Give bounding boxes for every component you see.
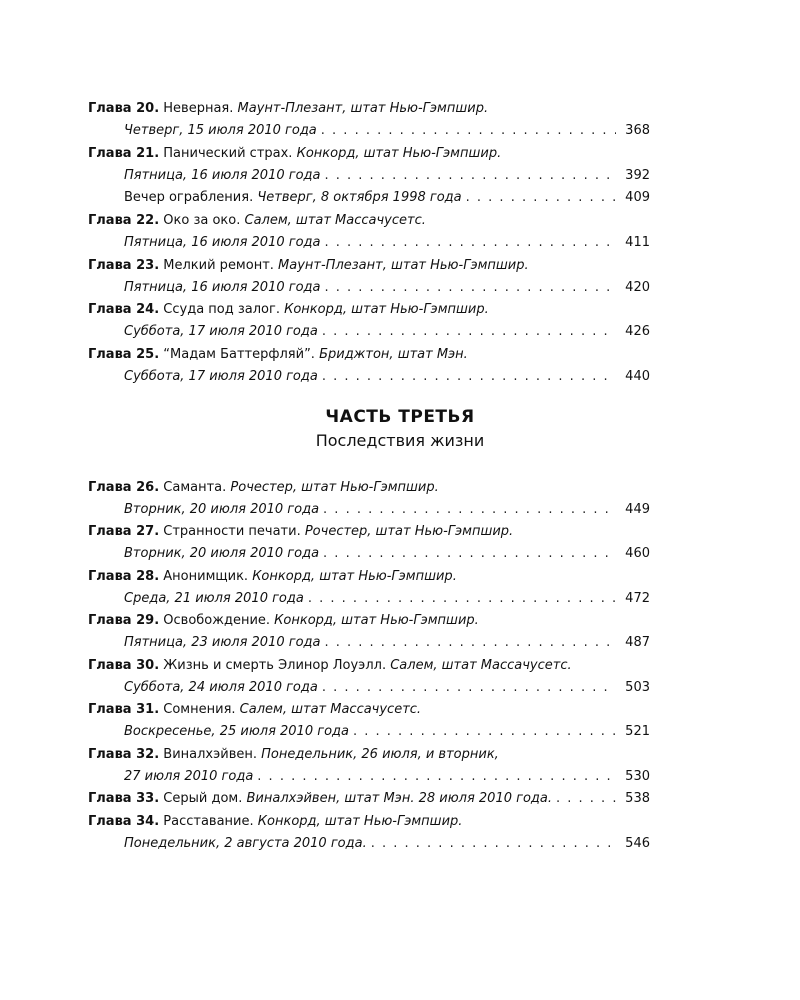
- chapter-number: Глава 31.: [88, 702, 160, 717]
- chapter-date: Пятница, 16 июля 2010 года: [124, 280, 321, 295]
- chapter-number: Глава 30.: [88, 658, 160, 673]
- chapter-place: Рочестер, штат Нью-Гэмпшир.: [230, 480, 439, 495]
- chapter-number: Глава 34.: [88, 814, 160, 829]
- toc-entry-21-heading: [88, 143, 650, 165]
- toc-entry-26-date-line: [124, 499, 650, 521]
- chapter-number: Глава 29.: [88, 613, 160, 628]
- toc-entry-34-date-line: [124, 833, 650, 855]
- chapter-place: Бриджтон, штат Мэн.: [319, 347, 468, 362]
- chapter-title: Панический страх.: [163, 146, 293, 161]
- chapter-place: Салем, штат Массачусетс.: [244, 213, 426, 228]
- chapter-title: Расставание.: [163, 814, 254, 829]
- chapter-title: Анонимщик.: [163, 569, 249, 584]
- dot-leader: [323, 543, 616, 565]
- chapter-number: Глава 32.: [88, 747, 160, 762]
- toc-entry-20-date-line: [124, 120, 650, 142]
- page-number: 487: [625, 635, 650, 650]
- chapter-title: Странности печати.: [163, 524, 301, 539]
- dot-leader: [324, 277, 616, 299]
- toc-entry-30-heading: [88, 655, 650, 677]
- toc-entry-27-heading: [88, 521, 650, 543]
- page-number: 411: [625, 235, 650, 250]
- chapter-place: Конкорд, штат Нью-Гэмпшир.: [284, 302, 489, 317]
- chapter-place: Конкорд, штат Нью-Гэмпшир.: [257, 814, 463, 829]
- dot-leader: [371, 833, 616, 855]
- toc-entry-34-heading: [88, 811, 650, 833]
- toc-entry-31-heading: [88, 699, 650, 721]
- chapter-number: Глава 24.: [88, 302, 160, 317]
- toc-entry-33-line: [88, 788, 650, 810]
- chapter-date: Среда, 21 июля 2010 года: [124, 591, 304, 606]
- toc-entry-32-heading: [88, 744, 650, 766]
- page-number: 546: [625, 836, 650, 851]
- toc-entry-21-date-line: [124, 165, 650, 187]
- toc-entry-24-date-line: [124, 321, 650, 343]
- chapter-place: Понедельник, 26 июля, и вторник,: [261, 747, 499, 762]
- chapter-number: Глава 27.: [88, 524, 160, 539]
- chapter-title: Неверная.: [163, 101, 234, 116]
- page-number: 521: [625, 724, 650, 739]
- chapter-date: Понедельник, 2 августа 2010 года.: [124, 836, 367, 851]
- chapter-date: Воскресенье, 25 июля 2010 года: [124, 724, 349, 739]
- toc-entry-26-heading: [88, 477, 650, 499]
- toc-entry-24-heading: [88, 299, 650, 321]
- chapter-date: Пятница, 16 июля 2010 года: [124, 168, 321, 183]
- chapter-place: Конкорд, штат Нью-Гэмпшир.: [274, 613, 479, 628]
- page-number: 420: [625, 280, 650, 295]
- chapter-title: Серый дом.: [163, 791, 243, 806]
- toc-entry-20-heading: [88, 98, 650, 120]
- dot-leader: [466, 187, 616, 209]
- sub-title: Вечер ограбления.: [124, 190, 254, 205]
- page-number: 472: [625, 591, 650, 606]
- dot-leader: [322, 677, 616, 699]
- chapter-place: Рочестер, штат Нью-Гэмпшир.: [304, 524, 514, 539]
- chapter-title: “Мадам Баттерфляй”.: [163, 347, 315, 362]
- chapter-place: Виналхэйвен, штат Мэн. 28 июля 2010 года.: [246, 791, 552, 806]
- part-subtitle: Последствия жизни: [315, 431, 485, 450]
- chapter-number: Глава 26.: [88, 480, 160, 495]
- toc-entry-29-heading: [88, 610, 650, 632]
- chapter-title: Виналхэйвен.: [163, 747, 257, 762]
- dot-leader: [322, 366, 616, 388]
- chapter-number: Глава 33.: [88, 791, 160, 806]
- toc-entry-28-date-line: [124, 588, 650, 610]
- chapter-number: Глава 25.: [88, 347, 160, 362]
- toc-entry-25-date-line: [124, 366, 650, 388]
- toc-entry-27-date-line: [124, 543, 650, 565]
- page-number: 409: [625, 190, 650, 205]
- page-number: 449: [625, 502, 650, 517]
- chapter-place: Маунт-Плезант, штат Нью-Гэмпшир.: [278, 258, 529, 273]
- chapter-number: Глава 21.: [88, 146, 160, 161]
- chapter-date: Вторник, 20 июля 2010 года: [124, 502, 320, 517]
- chapter-place: Конкорд, штат Нью-Гэмпшир.: [296, 146, 502, 161]
- chapter-title: Жизнь и смерть Элинор Лоуэлл.: [163, 658, 387, 673]
- toc-entry-21-sub-line: [124, 187, 650, 209]
- toc-entry-23-heading: [88, 255, 650, 277]
- page-number: 440: [625, 369, 650, 384]
- page-number: 530: [625, 769, 650, 784]
- toc-entry-22-date-line: [124, 232, 650, 254]
- chapter-title: Сомнения.: [163, 702, 236, 717]
- sub-date: Четверг, 8 октября 1998 года: [257, 190, 462, 205]
- chapter-place: Салем, штат Массачусетс.: [239, 702, 422, 717]
- page-number: 538: [625, 791, 650, 806]
- toc-entry-29-date-line: [124, 632, 650, 654]
- chapter-number: Глава 28.: [88, 569, 160, 584]
- chapter-title: Мелкий ремонт.: [163, 258, 274, 273]
- chapter-title: Ссуда под залог.: [163, 302, 280, 317]
- dot-leader: [556, 788, 616, 810]
- toc-entry-25-heading: [88, 344, 650, 366]
- dot-leader: [324, 165, 616, 187]
- toc-entry-31-date-line: [124, 721, 650, 743]
- chapter-place: Маунт-Плезант, штат Нью-Гэмпшир.: [237, 101, 489, 116]
- dot-leader: [322, 321, 616, 343]
- chapter-date: 27 июля 2010 года: [124, 769, 254, 784]
- chapter-title: Освобождение.: [163, 613, 271, 628]
- dot-leader: [321, 120, 616, 142]
- chapter-date: Четверг, 15 июля 2010 года: [124, 123, 317, 138]
- chapter-title: Око за око.: [163, 213, 241, 228]
- chapter-date: Суббота, 17 июля 2010 года: [124, 369, 318, 384]
- dot-leader: [308, 588, 616, 610]
- chapter-date: Вторник, 20 июля 2010 года: [124, 546, 320, 561]
- page-number: 392: [625, 168, 650, 183]
- chapter-number: Глава 23.: [88, 258, 160, 273]
- part-title: ЧАСТЬ ТРЕТЬЯ: [325, 407, 475, 427]
- dot-leader: [324, 632, 616, 654]
- chapter-place: Конкорд, штат Нью-Гэмпшир.: [252, 569, 457, 584]
- page-number: 426: [625, 324, 650, 339]
- toc-entry-30-date-line: [124, 677, 650, 699]
- chapter-number: Глава 20.: [88, 101, 160, 116]
- toc-entry-32-date-line: [124, 766, 650, 788]
- chapter-date: Пятница, 23 июля 2010 года: [124, 635, 321, 650]
- page-number: 460: [625, 546, 650, 561]
- page-number: 368: [625, 123, 650, 138]
- chapter-title: Саманта.: [163, 480, 227, 495]
- toc-entry-23-date-line: [124, 277, 650, 299]
- page-number: 503: [625, 680, 650, 695]
- toc-entry-22-heading: [88, 210, 650, 232]
- chapter-place: Салем, штат Массачусетс.: [390, 658, 572, 673]
- chapter-date: Суббота, 17 июля 2010 года: [124, 324, 318, 339]
- dot-leader: [257, 766, 616, 788]
- dot-leader: [353, 721, 616, 743]
- chapter-date: Суббота, 24 июля 2010 года: [124, 680, 318, 695]
- dot-leader: [323, 499, 616, 521]
- chapter-number: Глава 22.: [88, 213, 160, 228]
- dot-leader: [324, 232, 616, 254]
- toc-entry-28-heading: [88, 566, 650, 588]
- chapter-date: Пятница, 16 июля 2010 года: [124, 235, 321, 250]
